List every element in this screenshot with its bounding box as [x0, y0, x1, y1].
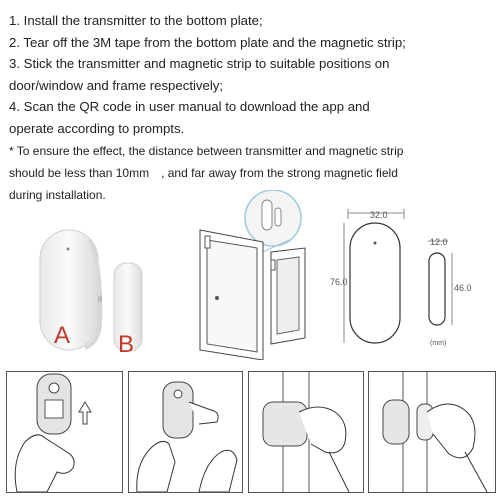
strip-outline [429, 253, 445, 325]
step-1: 1. Install the transmitter to the bottom plate; [9, 13, 263, 28]
transmitter-outline [350, 223, 400, 343]
door-placement-illustration [185, 190, 315, 360]
step-panel-install-transmitter [6, 371, 123, 493]
step-4: 4. Scan the QR code in user manual to download the app and [9, 99, 370, 114]
label-b: B [118, 331, 135, 358]
label-a: A [54, 322, 71, 349]
unit-label: (mm) [430, 340, 447, 347]
step-4-continued: operate according to prompts. [9, 120, 185, 136]
strip-height: 46.0 [454, 283, 472, 293]
installation-steps [9, 10, 495, 139]
step-panel-stick-transmitter [248, 371, 364, 493]
step-3-continued: door/window and frame respectively; [9, 77, 224, 93]
note-line-2: should be less than 10mm , and far away from the strong magnetic field [9, 166, 398, 180]
indicator-light [67, 248, 70, 251]
note-line-1: * To ensure the effect, the distance between transmitter and magnetic strip [9, 144, 404, 158]
transmitter-width: 32.0 [370, 210, 388, 220]
product-illustration [30, 225, 180, 360]
step-2: 2. Tear off the 3M tape from the bottom plate and the magnetic strip; [9, 34, 406, 50]
dimension-drawing [330, 205, 495, 355]
step-panel-peel-tape [128, 371, 243, 493]
door-frame [200, 230, 263, 360]
zoom-circle [245, 190, 301, 246]
note-line-3: during installation. [9, 188, 106, 202]
step-panel-stick-magnet [368, 371, 496, 493]
strip-width: 12.0 [430, 237, 448, 247]
window-frame [271, 248, 305, 344]
transmitter-height: 76.0 [330, 277, 348, 287]
step-3: 3. Stick the transmitter and magnetic strip to suitable positions on [9, 56, 390, 71]
